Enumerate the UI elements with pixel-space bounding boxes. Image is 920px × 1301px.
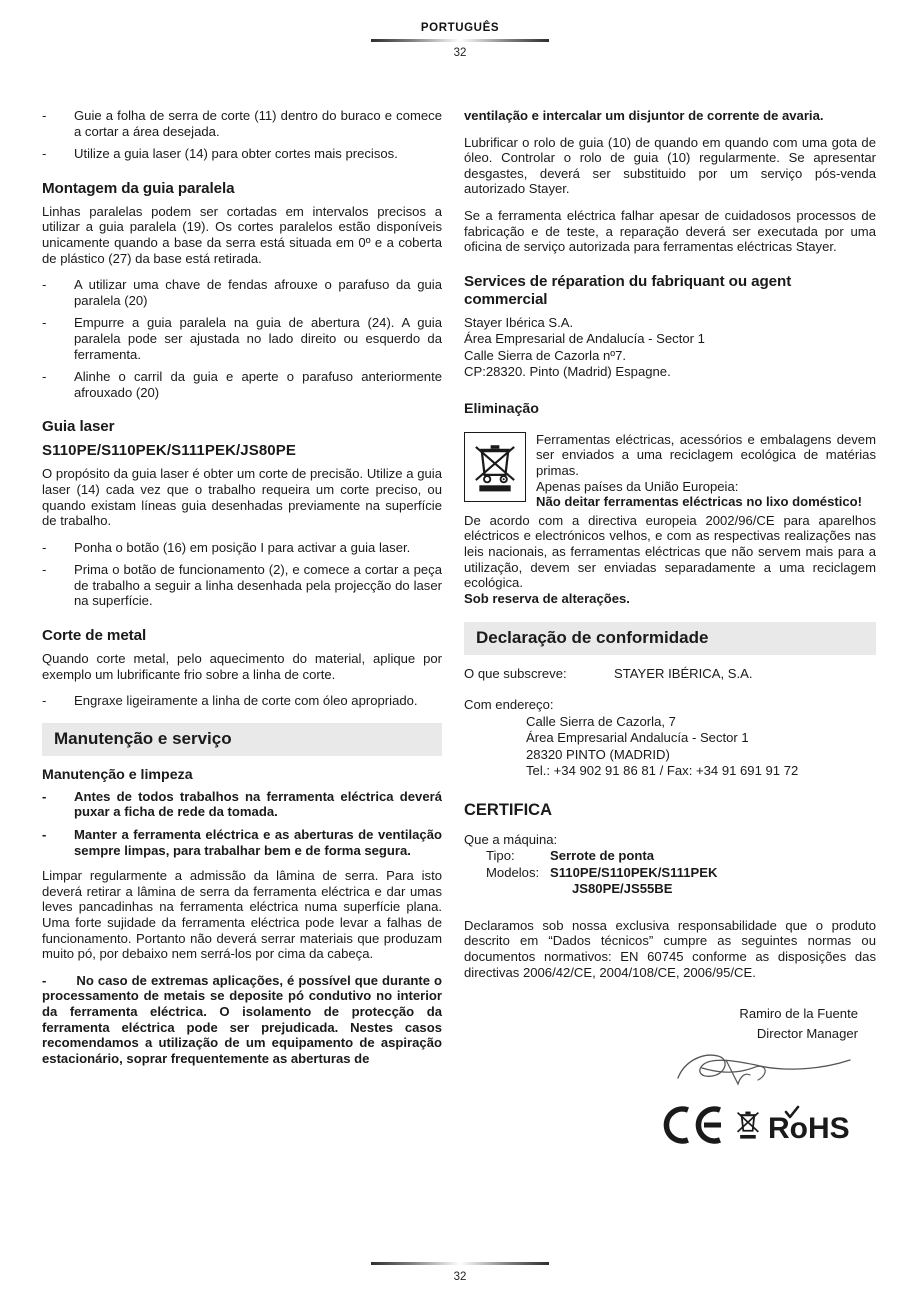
list-item <box>42 789 442 820</box>
montagem-dash-list <box>42 277 442 400</box>
address-line: Área Empresarial Andalucía - Sector 1 <box>526 730 749 746</box>
list-item-text: Utilize a guia laser (14) para obter cortes mais precisos. <box>74 146 398 162</box>
laser-model-list: S110PE/S110PEK/S111PEK/JS80PE <box>42 442 296 460</box>
type-value: Serrote de ponta <box>550 848 655 864</box>
list-item <box>42 540 442 556</box>
two-column-body <box>0 108 920 1150</box>
list-item <box>42 277 442 308</box>
header-page-number: 32 <box>453 46 467 59</box>
paragraph-montagem: Linhas paralelas podem ser cortadas em intervalos precisos a utilizar a guia paralela (19). Os cortes paralelos estão disponíveis unicamente quando a base da serra está situada em 0º e a coberta de plástico (27) da base está retirada. <box>42 203 442 266</box>
address-line: Calle Sierra de Cazorla, 7 <box>526 713 676 729</box>
paragraph-lubrificar: Lubrificar o rolo de guia (10) de quando em quando com uma gota de óleo. Controlar o rolo de guia (10) regularmente. Se apresentar desgastes, deverá ser substituido por um serviço pós-venda autorizado Stayer. <box>464 134 876 197</box>
list-item <box>42 146 442 162</box>
list-item-text: Empurre a guia paralela na guia de abertura (24). A guia paralela pode ser ajustada no lado direito ou esquerdo da ferramenta. <box>74 315 442 362</box>
models-label: Modelos: <box>486 864 540 880</box>
paragraph-directiva: De acordo com a directiva europeia 2002/96/CE para aparelhos eléctricos e electrónicos velhos, e com as respectivas realizações nas leis nacionais, as ferramentas eléctricas que não servem mais para a utilização, devem ser enviadas separadamente a uma reciclagem ecológica. <box>464 512 876 591</box>
weee-notice <box>464 432 876 510</box>
paragraph-corte: Quando corte metal, pelo aquecimento do material, aplique por exemplo um lubrificante frio sobre a linha de corte. <box>42 651 442 682</box>
manutencao-bold-list <box>42 789 442 858</box>
left-column <box>42 108 442 1150</box>
certification-logos <box>464 1102 876 1150</box>
paragraph-declaramos: Declaramos sob nossa exclusiva responsabilidade que o produto descrito em “Dados técnicos” cumpre as seguintes normas ou documentos normativos: EN 60745 conforme as disposições das directivas 2006/42/CE, 2004/108/CE, 2006/95/CE. <box>464 917 876 980</box>
machine-models-row <box>464 865 876 882</box>
address-line: Tel.: +34 902 91 86 81 / Fax: +34 91 691 91 72 <box>526 763 799 779</box>
address-line: Área Empresarial de Andalucía - Sector 1 <box>464 331 705 347</box>
list-item <box>42 315 442 362</box>
paragraph-laser: O propósito da guia laser é obter um corte de precisão. Utilize a guia laser (14) cada vez que o trabalho requeira um corte preciso, ou quando existam líneas guia desenhadas previamente na superfície de trabalho. <box>42 466 442 529</box>
subscriber-label: O que subscreve: <box>464 666 567 682</box>
dash-bullet-icon: - <box>42 827 47 843</box>
footer-page-number: 32 <box>453 1271 467 1283</box>
list-item-text: Ponha o botão (16) em posição I para activar a guia laser. <box>74 539 411 555</box>
list-item-text: Manter a ferramenta eléctrica e as aberturas de ventilação sempre limpas, para trabalhar bem e de forma segura. <box>74 827 442 858</box>
list-item <box>42 562 442 609</box>
list-item <box>42 369 442 400</box>
dash-bullet-icon: - <box>42 277 47 293</box>
list-item-text: Antes de todos trabalhos na ferramenta eléctrica deverá puxar a ficha de rede da tomada. <box>74 788 442 820</box>
logos-row <box>658 1102 858 1148</box>
heading-montagem-guia-paralela: Montagem da guia paralela <box>42 179 235 197</box>
type-label: Tipo: <box>486 848 515 864</box>
machine-label: Que a máquina: <box>464 831 558 847</box>
list-item-text: A utilizar uma chave de fendas afrouxe o parafuso da guia paralela (20) <box>74 277 442 308</box>
page-header <box>0 22 920 59</box>
list-item <box>42 827 442 858</box>
paragraph-ventilacao-continuation: ventilação e intercalar um disjuntor de corrente de avaria. <box>464 108 824 123</box>
dash-bullet-icon: - <box>42 108 47 123</box>
subscriber-value: STAYER IBÉRICA, S.A. <box>614 666 753 682</box>
weee-line-bold: Não deitar ferramentas eléctricas no lixo doméstico! <box>536 494 863 510</box>
address-label: Com endereço: <box>464 697 554 713</box>
weee-line-1: Ferramentas eléctricas, acessórios e embalagens devem ser enviados a uma reciclagem ecológica de matérias primas. <box>536 431 876 478</box>
corte-dash-list <box>42 693 442 709</box>
heading-guia-laser: Guia laser <box>42 418 115 436</box>
paragraph-limpar: Limpar regularmente a admissão da lâmina de serra. Para isto deverá retirar a lâmina de serra da ferramenta eléctrica e dar umas leves pancadinhas na ferramenta eléctrica numa superfície plana. Uma forte sujidade da ferramenta eléctrica pode levar a falhas de funcionamento. Portanto não deverá serrar materiais que produzam muito pó, por debaixo nem serrá-los por cima da cabeça. <box>42 868 442 962</box>
machine-type-row <box>464 848 876 865</box>
reserve-note: Sob reserva de alterações. <box>464 590 630 606</box>
weee-bin-icon <box>738 1112 759 1139</box>
dash-bullet-icon: - <box>42 315 47 331</box>
models-value-2: JS80PE/JS55BE <box>572 881 673 897</box>
services-address <box>464 315 876 381</box>
dash-bullet-icon: - <box>42 539 47 555</box>
band-heading-manutencao-servico: Manutenção e serviço <box>42 723 442 756</box>
svg-text:RoHS: RoHS <box>768 1112 850 1146</box>
dash-bullet-icon: - <box>42 562 47 578</box>
weee-crossed-out-wheelie-bin-icon <box>464 432 526 502</box>
heading-certifica: CERTIFICA <box>464 800 552 819</box>
ce-mark-icon <box>666 1109 721 1141</box>
declaration-address <box>464 697 876 780</box>
page-footer <box>0 1258 920 1283</box>
address-line: Calle Sierra de Cazorla nº7. <box>464 347 626 363</box>
heading-eliminacao: Eliminação <box>464 400 539 417</box>
paragraph-extremas-aplicacoes <box>42 973 442 1067</box>
list-item-text: Guie a folha de serra de corte (11) dentro do buraco e comece a cortar a área desejada. <box>74 108 442 139</box>
heading-manutencao-limpeza: Manutenção e limpeza <box>42 766 193 783</box>
signer-title: Director Manager <box>756 1026 858 1042</box>
list-item <box>42 108 442 139</box>
top-dash-list <box>42 108 442 162</box>
paragraph-extremas-text: No caso de extremas aplicações, é possível que durante o processamento de metais se deposite pó condutivo no interior da ferramenta eléctrica. O isolamento de protecção da ferramenta eléctrica pode ser prejudicada. Nestes casos recomendamos a utilização de um equipamento de aspiração estacionário, soprar frequentemente as aberturas de <box>42 972 442 1066</box>
dash-bullet-icon: - <box>42 369 47 385</box>
right-column <box>464 108 876 1150</box>
list-item-text: Engraxe ligeiramente a linha de corte com óleo apropriado. <box>74 693 418 709</box>
weee-text <box>536 432 876 510</box>
signature-area <box>464 1044 876 1102</box>
subscriber-row <box>464 666 876 682</box>
list-item-text: Prima o botão de funcionamento (2), e comece a cortar a peça de trabalho a seguir a linha desenhada pela projecção do laser na superfície. <box>74 562 442 609</box>
list-item-text: Alinhe o carril da guia e aperte o parafuso anteriormente afrouxado (20) <box>74 369 442 400</box>
heading-services-reparation: Services de réparation du fabriquant ou agent commercial <box>464 272 792 308</box>
paragraph-falhar: Se a ferramenta eléctrica falhar apesar de cuidadosos processos de fabricação e de teste, a reparação deverá ser executada por uma oficina de serviço autorizada para ferramentas eléctricas Stayer. <box>464 207 876 255</box>
list-item <box>42 693 442 709</box>
dash-bullet-icon: - <box>42 693 47 709</box>
dash-bullet-icon: - <box>42 788 47 804</box>
band-heading-declaracao-conformidade: Declaração de conformidade <box>464 622 876 655</box>
footer-divider <box>371 1262 549 1265</box>
address-line: 28320 PINTO (MADRID) <box>526 746 670 762</box>
dash-bullet-icon: - <box>42 972 47 988</box>
address-line: CP:28320. Pinto (Madrid) Espagne. <box>464 364 671 380</box>
heading-corte-de-metal: Corte de metal <box>42 627 147 645</box>
header-divider <box>371 39 549 42</box>
models-value-1: S110PE/S110PEK/S111PEK <box>550 864 718 880</box>
handwritten-signature-icon <box>668 1044 858 1100</box>
weee-line-2: Apenas países da União Europeia: <box>536 478 739 494</box>
page-title: PORTUGUÊS <box>420 22 500 34</box>
laser-dash-list <box>42 540 442 609</box>
dash-bullet-icon: - <box>42 146 47 162</box>
rohs-logo-icon <box>768 1107 850 1145</box>
signer-name: Ramiro de la Fuente <box>739 1006 858 1022</box>
address-line: Stayer Ibérica S.A. <box>464 314 574 330</box>
